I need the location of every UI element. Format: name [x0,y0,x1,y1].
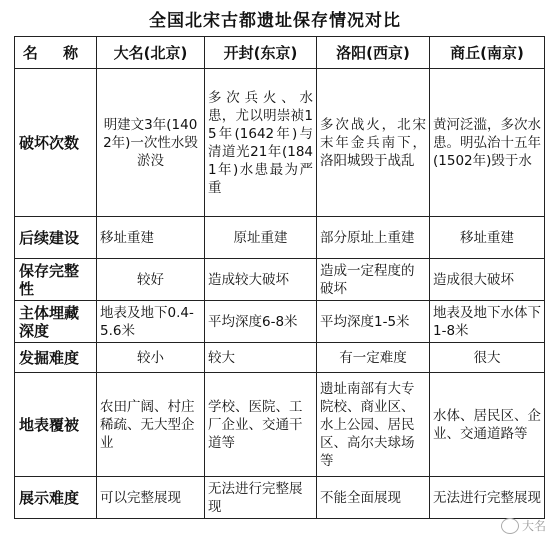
table-cell: 有一定难度 [317,343,430,373]
table-cell: 平均深度1-5米 [317,301,430,343]
table-cell: 可以完整展现 [97,477,205,519]
table-cell: 很大 [430,343,545,373]
page-title: 全国北宋古都遗址保存情况对比 [149,11,401,31]
table-row [15,477,545,519]
table-cell: 遗址南部有大专院校、商业区、水上公园、居民区、高尔夫球场等 [317,373,430,477]
table-cell: 平均深度6-8米 [205,301,317,343]
table-cell: 较大 [205,343,317,373]
header-daming: 大名(北京) [97,37,205,69]
table-cell: 造成一定程度的破坏 [317,259,430,301]
table-cell: 移址重建 [97,217,205,259]
table-cell: 较好 [97,259,205,301]
table-cell: 多次战火，北宋末年金兵南下，洛阳城毁于战乱 [317,69,430,217]
table-row [15,301,545,343]
table-cell: 不能全面展现 [317,477,430,519]
table-cell: 移址重建 [430,217,545,259]
table-cell: 较小 [97,343,205,373]
row-label: 发掘难度 [15,343,97,373]
header-shangqiu: 商丘(南京) [430,37,545,69]
watermark-text: 大名 [521,519,546,533]
table-row [15,343,545,373]
wechat-icon [501,518,519,534]
row-label: 展示难度 [15,477,97,519]
watermark [501,517,546,534]
row-label: 地表覆被 [15,373,97,477]
table-cell: 无法进行完整展现 [430,477,545,519]
table-cell: 地表及地下水体下1-8米 [430,301,545,343]
table-cell: 多次兵火、水患，尤以明崇祯15年(1642年)与清道光21年(1841年)水患最为严重 [205,69,317,217]
table-cell: 黄河泛滥，多次水患。明弘治十五年(1502年)毁于水 [430,69,545,217]
table-row [15,259,545,301]
table-cell: 水体、居民区、企业、交通道路等 [430,373,545,477]
table-cell: 原址重建 [205,217,317,259]
header-name: 名 称 [15,37,97,69]
table-cell: 农田广阔、村庄稀疏、无大型企业 [97,373,205,477]
table-cell: 部分原址上重建 [317,217,430,259]
header-kaifeng: 开封(东京) [205,37,317,69]
table-cell: 地表及地下0.4-5.6米 [97,301,205,343]
table-row [15,217,545,259]
table-cell: 无法进行完整展现 [205,477,317,519]
header-row [15,37,545,69]
comparison-table [14,36,545,519]
table-cell: 造成很大破坏 [430,259,545,301]
row-label: 破坏次数 [15,69,97,217]
row-label: 后续建设 [15,217,97,259]
row-label: 保存完整性 [15,259,97,301]
row-label: 主体埋藏深度 [15,301,97,343]
table-cell: 学校、医院、工厂企业、交通干道等 [205,373,317,477]
table-cell: 明建文3年(1402年)一次性水毁淤没 [97,69,205,217]
table-row [15,373,545,477]
table-row [15,69,545,217]
header-luoyang: 洛阳(西京) [317,37,430,69]
table-cell: 造成较大破坏 [205,259,317,301]
